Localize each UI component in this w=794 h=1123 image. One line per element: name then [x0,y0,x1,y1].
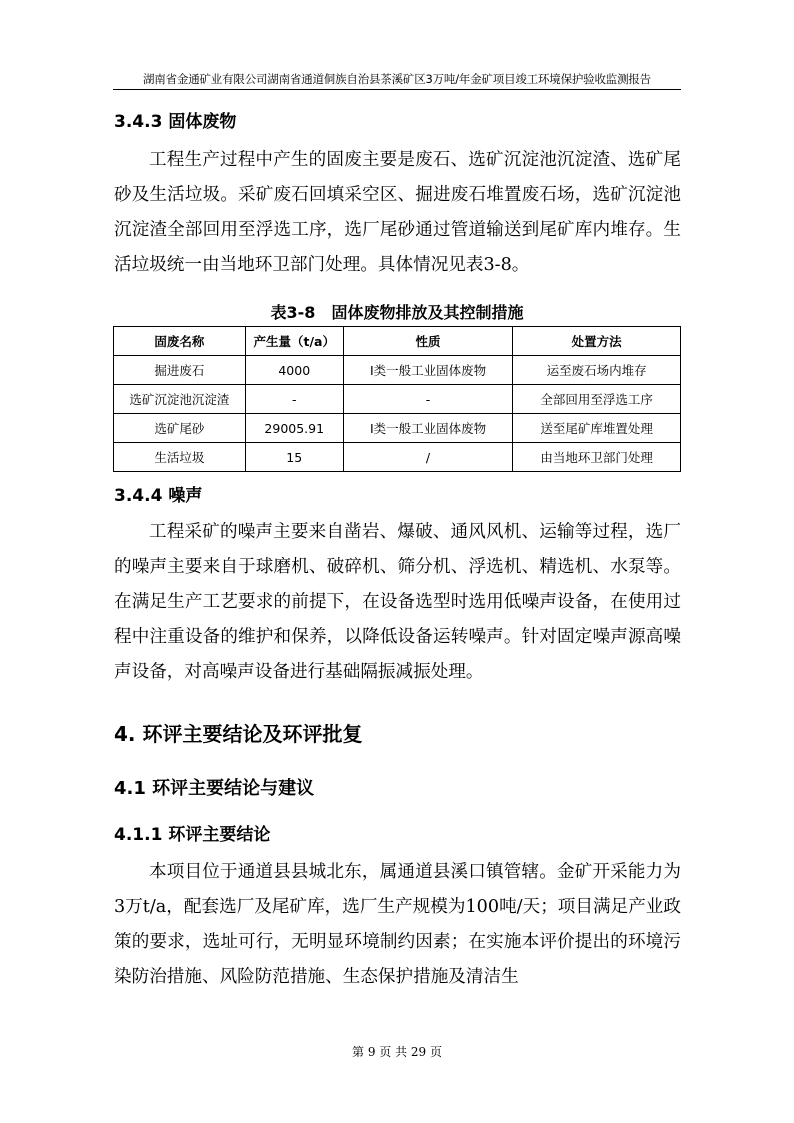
table-row [114,414,681,443]
table-cell: 运至废石场内堆存 [513,356,681,385]
page-number: 第 9 页 共 29 页 [352,1045,442,1059]
noise-paragraph: 工程采矿的噪声主要来自凿岩、爆破、通风风机、运输等过程，选厂的噪声主要来自于球磨机、破碎机、筛分机、浮选机、精选机、水泵等。在满足生产工艺要求的前提下，在设备选型时选用低噪声设备，在使用过程中注重设备的维护和保养，以降低设备运转噪声。针对固定噪声源高噪声设备，对高噪声设备进行基础隔振减振处理。 [114,522,681,682]
table-cell: - [245,385,343,414]
table-cell: 15 [245,443,343,472]
table-cell: / [343,443,513,472]
table-cell: 由当地环卫部门处理 [513,443,681,472]
solid-waste-table [113,326,681,472]
table-cell: 全部回用至浮选工序 [513,385,681,414]
table-cell: 选矿尾砂 [114,414,246,443]
table-row [114,356,681,385]
column-header: 固废名称 [114,327,246,356]
table-cell: 4000 [245,356,343,385]
header-rule [113,89,681,90]
table-row [114,443,681,472]
section-heading-3-4-4: 3.4.4 噪声 [114,486,203,506]
table-cell: 选矿沉淀池沉淀渣 [114,385,246,414]
table-cell: 29005.91 [245,414,343,443]
table-cell: 生活垃圾 [114,443,246,472]
table-row [114,385,681,414]
table-cell: Ⅰ类一般工业固体废物 [343,414,513,443]
running-header: 湖南省金通矿业有限公司湖南省通道侗族自治县茶溪矿区3万吨/年金矿项目竣工环境保护验收监测报告 [143,72,651,86]
table-cell: Ⅰ类一般工业固体废物 [343,356,513,385]
column-header: 性质 [343,327,513,356]
column-header: 处置方法 [513,327,681,356]
section-heading-3-4-3: 3.4.3 固体废物 [114,112,237,132]
table-cell: 送至尾矿库堆置处理 [513,414,681,443]
section-heading-4-1: 4.1 环评主要结论与建议 [114,778,315,799]
conclusion-paragraph: 本项目位于通道县县城北东，属通道县溪口镇管辖。金矿开采能力为3万t/a，配套选厂及尾矿库，选厂生产规模为100吨/天；项目满足产业政策的要求，选址可行，无明显环境制约因素；在实施本评价提出的环境污染防治措施、风险防范措施、生态保护措施及清洁生 [114,862,681,987]
section-heading-4: 4. 环评主要结论及环评批复 [114,722,363,746]
column-header: 产生量（t/a） [245,327,343,356]
table-caption: 表3-8 固体废物排放及其控制措施 [270,303,524,322]
solid-waste-paragraph: 工程生产过程中产生的固废主要是废石、选矿沉淀池沉淀渣、选矿尾砂及生活垃圾。采矿废石回填采空区、掘进废石堆置废石场，选矿沉淀池沉淀渣全部回用至浮选工序，选厂尾砂通过管道输送到尾矿库内堆存。生活垃圾统一由当地环卫部门处理。具体情况见表3-8。 [114,150,681,275]
section-heading-4-1-1: 4.1.1 环评主要结论 [114,825,271,845]
table-cell: 掘进废石 [114,356,246,385]
table-header-row [114,327,681,356]
table-cell: - [343,385,513,414]
